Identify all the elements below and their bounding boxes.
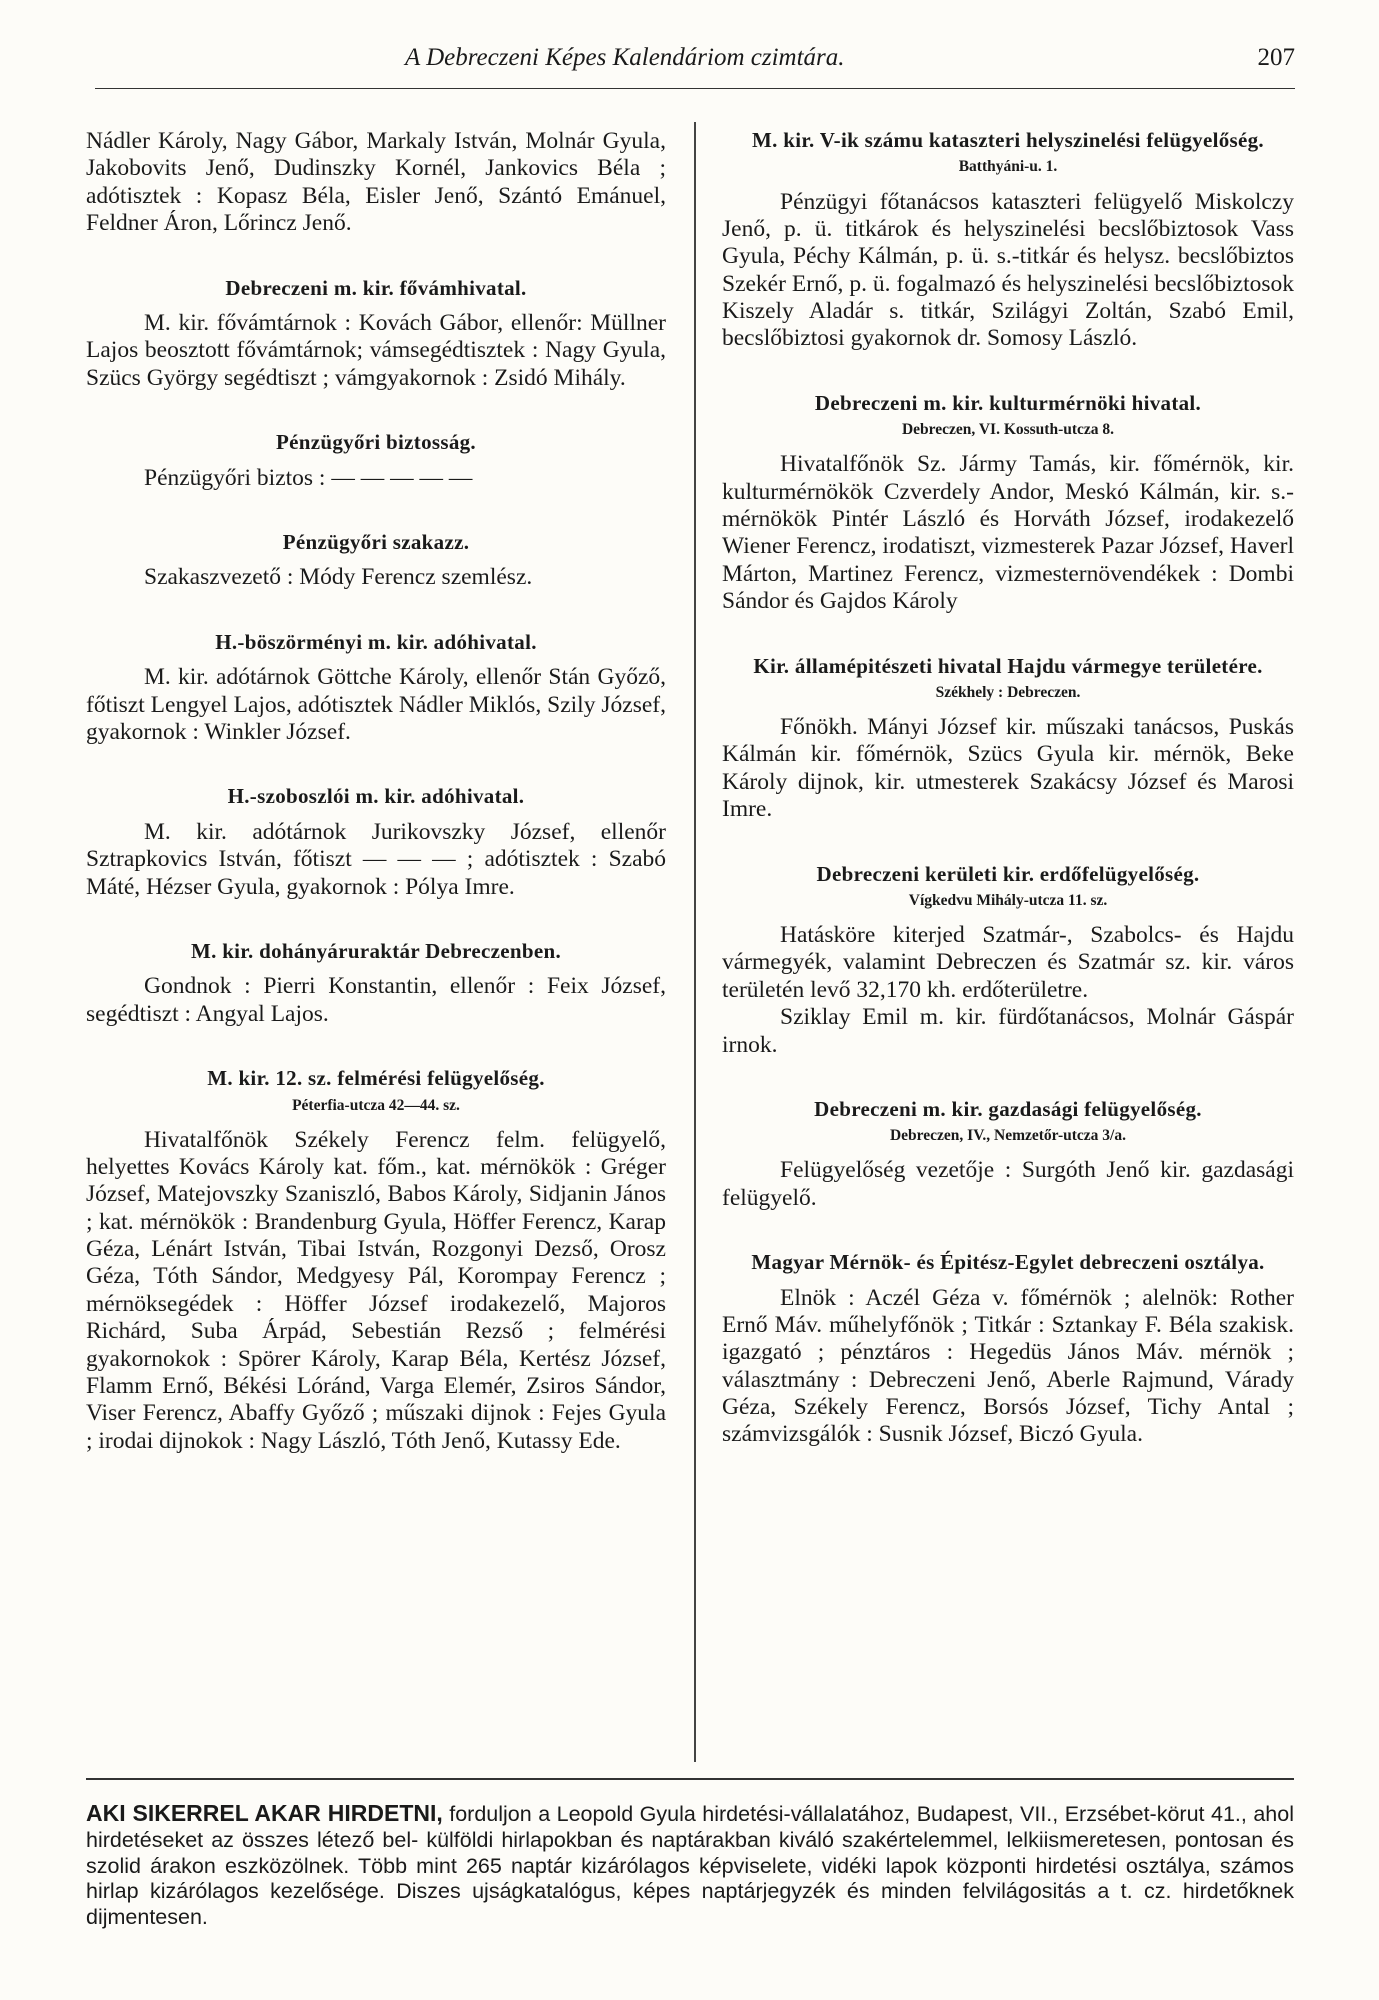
section-title-erdofelugyeloseg: Debreczeni kerületi kir. erdőfelügyelőség. <box>816 861 1200 886</box>
running-title: A Debreczeni Képes Kalendáriom czimtára. <box>405 44 845 71</box>
section-title-penzugyori-szakasz: Pénzügyőri szakazz. <box>282 529 470 554</box>
section-title-allamepiteszeti-hivatal: Kir. államépitészeti hivatal Hajdu vármegye területére. <box>753 653 1263 678</box>
section-address-allamepiteszeti-hivatal: Székhely : Debreczen. <box>935 683 1081 701</box>
section-body-allamepiteszeti-hivatal: Főnökh. Mányi József kir. műszaki tanácsos, Puskás Kálmán kir. főmérnök, Szücs Gyula kir. mérnök, Beke Károly dijnok, kir. utmesterek Szakácsy József és Marosi Imre. <box>722 714 1294 823</box>
section-title-gazdasagi-felugyeloseg: Debreczeni m. kir. gazdasági felügyelőség. <box>814 1096 1202 1121</box>
left-column <box>86 128 666 1455</box>
advertisement-lead: AKI SIKERREL AKAR HIRDETNI, <box>86 1800 443 1826</box>
section-body-hboszormenyi-adohivatal: M. kir. adótárnok Göttche Károly, ellenőr Stán Győző, főtiszt Lengyel Lajos, adótisztek Nádler Miklós, Szily József, gyakornok : Winkler József. <box>86 664 666 745</box>
section-body-erdofelugyeloseg-staff: Sziklay Emil m. kir. fürdőtanácsos, Molnár Gáspár irnok. <box>722 1004 1294 1058</box>
section-address-gazdasagi-felugyeloseg: Debreczen, IV., Nemzetőr-utcza 3/a. <box>889 1127 1126 1145</box>
section-title-kulturmernoki-hivatal: Debreczeni m. kir. kulturmérnöki hivatal. <box>814 390 1202 415</box>
section-address-felmeresi-felugyeloseg: Péterfia-utcza 42—44. sz. <box>292 1096 460 1114</box>
section-body-kataszteri-felugyeloseg: Pénzügyi főtanácsos kataszteri felügyelő Miskolczy Jenő, p. ü. titkárok és helyszinelési becslőbiztosok Vass Gyula, Péchy Kálmán, p. ü. s.-titkár és helysz. becslőbiztos Szekér Ernő, p. ü. fogalmazó és helyszinelési becslőbiztosok Kiszely Aladár s. titkár, Szilágyi Zoltán, Szabó Emil, becslőbiztosi gyakornok dr. Somosy László. <box>722 188 1294 352</box>
advertisement-footer <box>86 1800 1294 1931</box>
section-title-hszoboszloi-adohivatal: H.-szoboszlói m. kir. adóhivatal. <box>227 784 525 809</box>
footer-rule <box>86 1778 1294 1780</box>
section-title-felmeresi-felugyeloseg: M. kir. 12. sz. felmérési felügyelőség. <box>207 1066 545 1091</box>
section-address-kulturmernoki-hivatal: Debreczen, VI. Kossuth-utcza 8. <box>901 421 1115 439</box>
section-body-penzugyori-szakasz: Szakaszvezető : Módy Ferencz szemlész. <box>144 564 533 591</box>
section-body-fovamhivatal: M. kir. fővámtárnok : Kovách Gábor, ellenőr: Müllner Lajos beosztott fővámtárnok; vámsegédtisztek : Nagy Gyula, Szücs György segédtiszt ; vámgyakornok : Zsidó Mihály. <box>86 309 666 391</box>
page-number: 207 <box>1257 44 1295 71</box>
intro-paragraph: Nádler Károly, Nagy Gábor, Markaly István, Molnár Gyula, Jakobovits Jenő, Dudinszky Kornél, Jankovics Béla ; adótisztek : Kopasz Béla, Eisler Jenő, Szántó Emánuel, Feldner Áron, Lőrincz Jenő. <box>86 128 666 237</box>
section-body-dohanyaruraktar: Gondnok : Pierri Konstantin, ellenőr : Feix József, segédtiszt : Angyal Lajos. <box>86 973 666 1027</box>
section-body-kulturmernoki-hivatal: Hivatalfőnök Sz. Jármy Tamás, kir. főmérnök, kir. kulturmérnökök Czverdely Andor, Meskó Kálmán, kir. s.-mérnökök Pintér László és Horváth József, irodakezelő Wiener Ferencz, irodatiszt, vizmesterek Pazar József, Haverl Márton, Martinez Ferencz, vizmesternövendékek : Dombi Sándor és Gajdos Károly <box>722 451 1294 615</box>
section-body-gazdasagi-felugyeloseg: Felügyelőség vezetője : Surgóth Jenő kir. gazdasági felügyelő. <box>722 1157 1294 1211</box>
section-title-mernok-egylet: Magyar Mérnök- és Épitész-Egylet debreczeni osztálya. <box>751 1250 1265 1275</box>
section-body-felmeresi-felugyeloseg: Hivatalfőnök Székely Ferencz felm. felügyelő, helyettes Kovács Károly kat. főm., kat. mérnökök : Gréger József, Matejovszky Szaniszló, Babos Károly, Sidjanin János ; kat. mérnökök : Brandenburg Gyula, Höffer Ferencz, Karap Géza, Lénárt István, Tibai István, Rozgonyi Dezső, Orosz Géza, Tóth Sándor, Medgyesy Pál, Korompay Ferencz ; mérnöksegédek : Höffer József irodakezelő, Majoros Richárd, Suba Árpád, Sebestián Rezső ; felmérési gyakornokok : Spörer Károly, Karap Béla, Kertész József, Flamm Ernő, Békési Lóránd, Varga Elemér, Zsiros Sándor, Viser Ferencz, Abaffy Győző ; műszaki dijnok : Fejes Gyula ; irodai dijnokok : Nagy László, Tóth Jenő, Kutassy Ede. <box>86 1126 666 1454</box>
section-body-hszoboszloi-adohivatal: M. kir. adótárnok Jurikovszky József, ellenőr Sztrapkovics István, főtiszt — — — ; adótisztek : Szabó Máté, Hézser Gyula, gyakornok : Pólya Imre. <box>86 818 666 900</box>
column-divider <box>694 122 696 1762</box>
section-body-mernok-egylet: Elnök : Aczél Géza v. főmérnök ; alelnök: Rother Ernő Máv. műhelyfőnök ; Titkár : Sztankay F. Béla szakisk. igazgató ; pénztáros : Hegedüs János Máv. mérnök ; választmány : Debreczeni Jenő, Aberle Rajmund, Várady Géza, Székely Ferencz, Borsós József, Tichy Antal ; számvizsgálók : Susnik József, Biczó Gyula. <box>722 1284 1294 1448</box>
right-column <box>722 128 1294 1449</box>
section-title-penzugyori-biztossag: Pénzügyőri biztosság. <box>276 430 476 455</box>
section-address-erdofelugyeloseg: Vígkedvu Mihály-utcza 11. sz. <box>908 891 1108 909</box>
section-body-erdofelugyeloseg: Hatásköre kiterjed Szatmár-, Szabolcs- és Hajdu vármegyék, valamint Debreczen és Szatmár sz. kir. város területén levő 32,170 kh. erdőterületre. <box>722 922 1294 1003</box>
advertisement-text: forduljon a Leopold Gyula hirdetési-vállalatához, Budapest, VII., Erzsébet-körut 41., ahol hirdetéseket az összes létező bel- külföldi hirlapokban és naptárakban kiváló szakértelemmel, lelkiismeretesen, pontosan és szolid árakon eszközölnek. Több mint 265 naptár kizárólagos képviselete, vidéki lapok központi hirdetési osztálya, számos hirlap kizárólagos kezelősége. Diszes ujságkatalógus, képes naptárjegyzék és minden felvilágositás a t. cz. hirdetőknek dijmentesen. <box>86 1802 1294 1930</box>
section-address-kataszteri-felugyeloseg: Batthyáni-u. 1. <box>958 158 1058 176</box>
page-header <box>95 44 1295 89</box>
section-title-hboszormenyi-adohivatal: H.-böszörményi m. kir. adóhivatal. <box>215 629 537 654</box>
section-title-kataszteri-felugyeloseg: M. kir. V-ik számu kataszteri helyszinelési felügyelőség. <box>752 128 1264 152</box>
section-body-penzugyori-biztossag: Pénzügyőri biztos : — — — — — <box>144 464 473 491</box>
section-title-fovamhivatal: Debreczeni m. kir. fővámhivatal. <box>225 275 527 300</box>
section-title-dohanyaruraktar: M. kir. dohányáruraktár Debreczenben. <box>190 938 562 963</box>
